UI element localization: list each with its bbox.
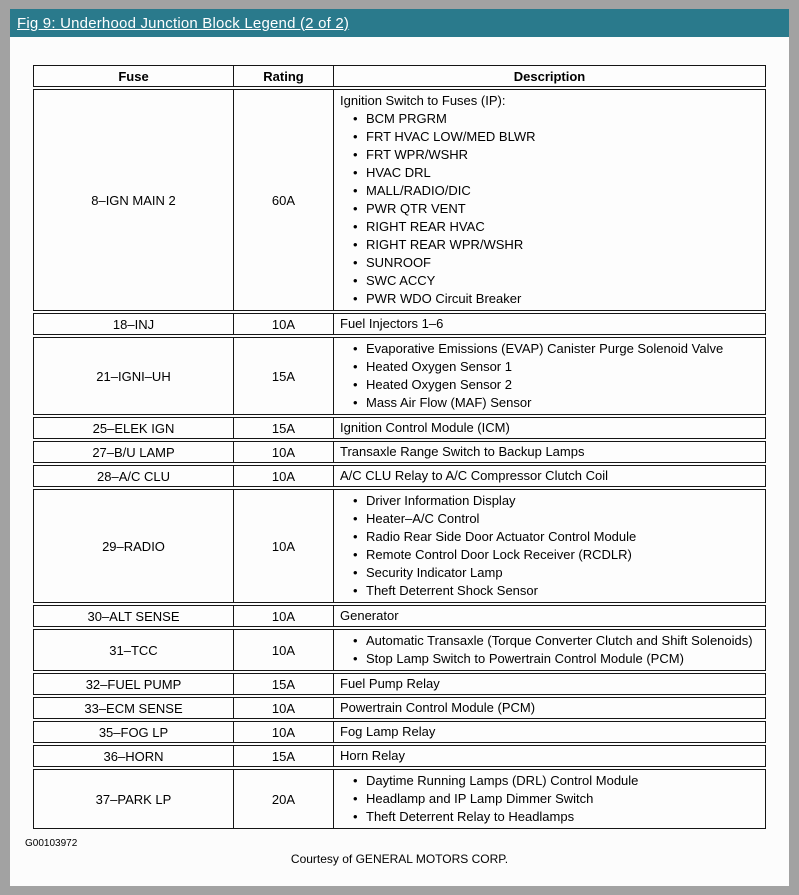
description-cell <box>334 606 765 626</box>
table-row <box>33 313 766 335</box>
rating-cell: 15A <box>234 418 334 438</box>
fuse-cell: 31–TCC <box>34 630 234 670</box>
description-bullet: • Automatic Transaxle (Torque Converter Clutch and Shift Solenoids) <box>340 632 759 650</box>
rating-cell: 20A <box>234 770 334 828</box>
description-bullet-list <box>340 632 759 668</box>
description-text: A/C CLU Relay to A/C Compressor Clutch Coil <box>340 468 609 483</box>
rating-cell: 10A <box>234 722 334 742</box>
description-bullet: • Heated Oxygen Sensor 1 <box>340 358 759 376</box>
description-cell <box>334 418 765 438</box>
table-row <box>33 721 766 743</box>
description-cell <box>334 630 765 670</box>
fuse-cell: 25–ELEK IGN <box>34 418 234 438</box>
description-text: Fuel Pump Relay <box>340 676 440 691</box>
courtesy-line: Courtesy of GENERAL MOTORS CORP. <box>290 852 509 866</box>
description-bullet: • PWR WDO Circuit Breaker <box>340 290 759 308</box>
description-text: Fuel Injectors 1–6 <box>340 316 444 331</box>
description-bullet: • Mass Air Flow (MAF) Sensor <box>340 394 759 412</box>
rating-cell: 10A <box>234 314 334 334</box>
description-cell <box>334 722 765 742</box>
description-text: Horn Relay <box>340 748 406 763</box>
description-bullet: • Daytime Running Lamps (DRL) Control Module <box>340 772 759 790</box>
fuse-cell: 36–HORN <box>34 746 234 766</box>
description-bullet-list <box>340 110 759 308</box>
rating-cell: 10A <box>234 698 334 718</box>
description-bullet: • FRT HVAC LOW/MED BLWR <box>340 128 759 146</box>
figure-id: G00103972 <box>25 838 78 849</box>
column-header-fuse: Fuse <box>34 66 234 86</box>
table-row <box>33 673 766 695</box>
fuse-cell: 18–INJ <box>34 314 234 334</box>
description-cell <box>334 674 765 694</box>
description-cell <box>334 90 765 310</box>
description-cell <box>334 442 765 462</box>
column-header-rating: Rating <box>234 66 334 86</box>
description-text: Ignition Control Module (ICM) <box>340 420 510 435</box>
description-cell <box>334 314 765 334</box>
description-bullet: • SUNROOF <box>340 254 759 272</box>
figure-title: Fig 9: Underhood Junction Block Legend (2 of 2) <box>17 14 350 32</box>
description-bullet-list <box>340 340 759 412</box>
description-text: Transaxle Range Switch to Backup Lamps <box>340 444 585 459</box>
fuse-cell: 37–PARK LP <box>34 770 234 828</box>
description-bullet: • Driver Information Display <box>340 492 759 510</box>
description-bullet: • FRT WPR/WSHR <box>340 146 759 164</box>
description-bullet: • Evaporative Emissions (EVAP) Canister Purge Solenoid Valve <box>340 340 759 358</box>
rating-cell: 60A <box>234 90 334 310</box>
rating-cell: 10A <box>234 630 334 670</box>
description-bullet-list <box>340 772 759 826</box>
fuse-table-rows <box>33 89 766 829</box>
rating-cell: 15A <box>234 674 334 694</box>
description-bullet: • Security Indicator Lamp <box>340 564 759 582</box>
description-cell <box>334 338 765 414</box>
description-text: Fog Lamp Relay <box>340 724 436 739</box>
description-bullet: • Headlamp and IP Lamp Dimmer Switch <box>340 790 759 808</box>
description-bullet: • Stop Lamp Switch to Powertrain Control Module (PCM) <box>340 650 759 668</box>
description-bullet: • MALL/RADIO/DIC <box>340 182 759 200</box>
description-text: Powertrain Control Module (PCM) <box>340 700 536 715</box>
description-cell <box>334 466 765 486</box>
description-bullet: • SWC ACCY <box>340 272 759 290</box>
table-row <box>33 337 766 415</box>
description-bullet: • Remote Control Door Lock Receiver (RCDLR) <box>340 546 759 564</box>
description-bullet-list <box>340 492 759 600</box>
fuse-cell: 21–IGNI–UH <box>34 338 234 414</box>
description-bullet: • PWR QTR VENT <box>340 200 759 218</box>
fuse-cell: 8–IGN MAIN 2 <box>34 90 234 310</box>
description-cell <box>334 698 765 718</box>
table-row <box>33 417 766 439</box>
table-row <box>33 441 766 463</box>
fuse-cell: 29–RADIO <box>34 490 234 602</box>
description-intro: Ignition Switch to Fuses (IP): <box>340 93 506 108</box>
description-bullet: • Heated Oxygen Sensor 2 <box>340 376 759 394</box>
table-header-row <box>33 65 766 87</box>
table-row <box>33 605 766 627</box>
fuse-cell: 30–ALT SENSE <box>34 606 234 626</box>
rating-cell: 10A <box>234 606 334 626</box>
column-header-description: Description <box>513 68 586 84</box>
document-page <box>10 9 789 886</box>
table-row <box>33 769 766 829</box>
table-row <box>33 89 766 311</box>
description-bullet: • Theft Deterrent Shock Sensor <box>340 582 759 600</box>
fuse-cell: 33–ECM SENSE <box>34 698 234 718</box>
description-bullet: • BCM PRGRM <box>340 110 759 128</box>
description-bullet: • RIGHT REAR HVAC <box>340 218 759 236</box>
description-cell <box>334 490 765 602</box>
table-row <box>33 489 766 603</box>
rating-cell: 10A <box>234 490 334 602</box>
table-row <box>33 629 766 671</box>
description-bullet: • RIGHT REAR WPR/WSHR <box>340 236 759 254</box>
description-bullet: • Theft Deterrent Relay to Headlamps <box>340 808 759 826</box>
description-bullet: • Heater–A/C Control <box>340 510 759 528</box>
description-cell <box>334 746 765 766</box>
description-bullet: • Radio Rear Side Door Actuator Control Module <box>340 528 759 546</box>
fuse-cell: 35–FOG LP <box>34 722 234 742</box>
rating-cell: 15A <box>234 746 334 766</box>
fuse-cell: 28–A/C CLU <box>34 466 234 486</box>
fuse-legend-table <box>33 65 766 829</box>
table-row <box>33 745 766 767</box>
rating-cell: 10A <box>234 442 334 462</box>
figure-title-bar <box>10 9 789 37</box>
description-cell <box>334 770 765 828</box>
description-text: Generator <box>340 608 399 623</box>
table-row <box>33 465 766 487</box>
table-row <box>33 697 766 719</box>
rating-cell: 15A <box>234 338 334 414</box>
fuse-cell: 27–B/U LAMP <box>34 442 234 462</box>
rating-cell: 10A <box>234 466 334 486</box>
description-bullet: • HVAC DRL <box>340 164 759 182</box>
fuse-cell: 32–FUEL PUMP <box>34 674 234 694</box>
